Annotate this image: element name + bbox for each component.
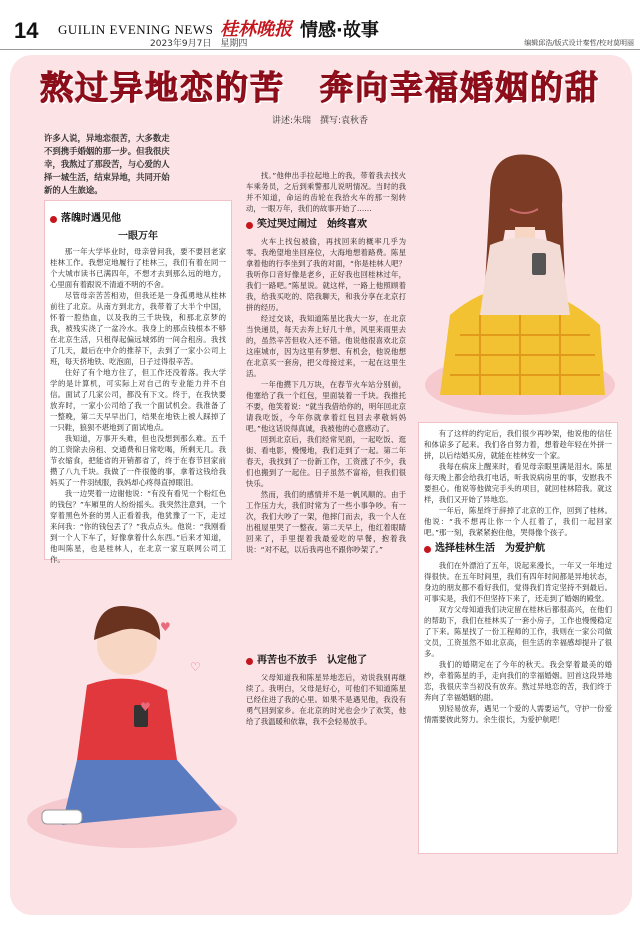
phone-icon [532,253,546,275]
paragraph: 双方父母知道我们决定留在桂林后都很高兴，在他们的帮助下，我们在桂林买了一套小房子，工作也慢慢稳定了下来。陈星找了一份工程师的工作，我则在一家公司做文员，工资虽然不如北京高，但生活的幸福感却提升了很多。 [424,605,612,658]
bullet-dot-icon [424,546,431,553]
paragraph: 尽管母亲苦苦相劝，但我还是一身孤勇地从桂林前往了北京。从南方到北方，我带着了大半个中国，怀着一腔热血，以及我的三千块钱，和那北京梦的我，被残实浇了一盆冷水。我身上的那点钱根本不够在北京生活，只租得起偏远城郊的一间合租房。我找了几天，最后在中介的推荐下，去到了一家小公司上班，每天挤地铁、吃泡面，日子过得很辛苦。 [50,291,226,366]
paragraph: 回到北京后，我们经常见面，一起吃饭、逛街、看电影，慢慢地，我们走到了一起。第二年春天，我找到了一份新工作，工资涨了不少，我们也搬到了一起住。日子虽然不富裕，但我们很快乐。 [246,435,406,488]
brand-logo: 桂林晚报 [220,19,292,40]
page-number: 14 [14,18,39,43]
column-1 [50,208,226,564]
paragraph: 一年他攒下几万块，在春节火车站分别前，他塞给了我一个红包，里面装着一千块。我推托不要，他笑着说：“就当我借给你的，明年回北京请我吃饭，今年你就拿着红包回去孝敬妈妈吧。”他这话说得真诚，我被他的心意感动了。 [246,380,406,433]
column-3 [424,428,612,848]
paragraph: 那一年大学毕业时，母亲曾问我，要不要回老家桂林工作。我想定地履行了桂林三，我们有着在同一个大城市读书已满四年，不想才去到那么远的地方，心里面有着跟说不清道不明的不舍。 [50,247,226,289]
woman-illustration [420,135,620,425]
headline: 熬过异地恋的苦 奔向幸福婚姻的甜 [40,68,600,107]
issue-date: 2023年9月7日 星期四 [150,39,248,49]
paragraph: 住好了有个地方住了，但工作还没着落。我大学学的是计算机，可实际上对自己的专业能力并不自信。面试了几家公司，都没有下文。终于，在我快要放弃时，一家小公司给了我一个面试机会。我准备了一整晚，第二天早早出门，结果在地铁上被人踩掉了一只鞋，狼狈不堪地到了面试地点。 [50,368,226,432]
heart-icon: ♥ [160,620,171,634]
bullet-dot-icon [246,222,253,229]
section-heading-1b: 一眼万年 [118,231,158,242]
paragraph: 找。”他伸出手拉起地上的我，带着我去找火车乘务员，之后到乘警那儿说明情况。当时的我并不知道，命运的齿轮在我拾火车的那一刻转动，一眼万年，我们的故事开始了…… [246,171,406,213]
paragraph: 一年后，陈星终于辞掉了北京的工作，回到了桂林。他说：“我不想再让你一个人扛着了，我们一起回家吧。”那一刻，我紧紧抱住他，哭得像个孩子。 [424,506,612,537]
paragraph: 我一边哭着一边谢他说：“有没有看见一个粉红色的钱包？”车厢里的人纷纷摇头。我突然注意到，一个穿着黑色外套的男人正看着我，他犹豫了一下，走过来问我：“你的钱包丢了？”我点点头。他说：“我刚看到一个人下车了，好像拿着什么东西。”后来才知道，他叫陈星，也是桂林人，在北京一家互联网公司工作。 [50,489,226,564]
section-heading-1: 落魄时遇见他 [50,212,226,226]
byline: 讲述:朱瑞 撰写:袁秋香 [271,116,369,126]
section-heading-3: 再苦也不放手 认定他了 [246,654,406,668]
paragraph: 我们的婚期定在了今年的秋天。我会穿着最美的婚纱，牵着陈星的手，走向我们的幸福婚姻。回首这段异地恋，我很庆幸当初没有放弃。熬过异地恋的苦，我们终于奔向了幸福婚姻的甜。 [424,660,612,702]
paragraph: 经过交谈，我知道陈星比我大一岁，在北京当快递员，每天去奔上好几十单，风里来雨里去的，虽然辛苦但收入还不错。他说他很喜欢北京这座城市，因为这里有梦想、有机会，他说他想在北京买一套房，把父母接过来，一起在这里生活。 [246,314,406,378]
paragraph: 父母知道我和陈星异地恋后，劝说我别再继续了。我明白，父母是好心，可他们不知道陈星已经住进了我的心里。如果不是遇见他，我没有勇气回到家乡。在北京的时光也会少了欢笑，他给了我温暖和依靠，我不会轻易放手。 [246,673,406,726]
editor-credits: 编辑邱浩/版式设计秦哲/校对莫明丽 [524,39,634,47]
red-shirt-shape [77,679,177,760]
heart-icon: ♡ [190,660,201,674]
section-heading-2: 笑过哭过闹过 始终喜欢 [246,218,406,232]
heart-icon: ♥ [140,700,151,714]
paragraph: 我每在病床上醒来时，看见母亲眼里满是泪水。陈星每天晚上都会给我打电话，听我说病房里的事，安慰我不要担心。他说等他做完手头的项目，就回桂林陪我。就这样，我们又开始了异地恋。 [424,462,612,504]
man-illustration [22,585,247,855]
section-label: 情感·故事 [300,20,379,41]
paragraph: 火车上找包被偷，再找回来的概率几乎为零。我绝望地坐回座位，大海地想着路费。陈星拿着他的行李坐到了我的对面，“你是桂林人吧？我听你口音好像是老乡，正好我也回桂林过年，我们一路吧。”陈星说。就这样，一路上他照顾着我，给我买吃的、陪我聊天，和我分享在北京打拼的经历。 [246,237,406,312]
paragraph: 然而，我们的感情并不是一帆风顺的。由于工作压力大，我们时常为了一些小事争吵。有一次，我们大吵了一架，他摔门而去，我一个人在出租屋里哭了一整夜。第二天早上，他红着眼睛回来了，手里提着我最爱吃的早餐，抱着我说：“对不起，以后我再也不跟你吵架了。” [246,490,406,554]
paragraph: 别轻易放弃，遇见一个爱的人需要运气，守护一份爱情需要彼此努力。余生很长，为爱护航吧！ [424,704,612,724]
paper-name: GUILIN EVENING NEWS [58,22,214,37]
bullet-dot-icon [246,658,253,665]
bullet-dot-icon [50,216,57,223]
masthead [0,0,640,50]
section-heading-4: 选择桂林生活 为爱护航 [424,542,612,556]
paragraph: 我知道，万事开头难，但也没想到那么难。五千的工资除去房租、交通费和日常吃喝，所剩无几。我节衣缩食，把能省的开销都省了，终于在春节回家前攒了八九千块。我做了一件很傻的事，拿着这钱给我妈买了一件羽绒服，我妈却心疼得直掉眼泪。 [50,434,226,487]
column-2-bottom [246,650,406,850]
paragraph: 我们在外漂泊了五年，说起来漫长，一年又一年地过得很快。在五年时间里，我们有四年时间都是异地状态，身边的朋友都不看好我们，觉得我们肯定坚持不到最后。可事实是，我们不但坚持下来了，还走到了婚姻的殿堂。 [424,561,612,603]
intro-text: 许多人说，异地恋很苦，大多数走不到携手婚姻的那一步。但我很庆幸，我熬过了那段苦，与心爱的人择一城生活，结束异地，共同开始新的人生旅途。 [44,133,170,195]
paragraph: 有了这样的约定后，我们很少再吵架，他说他的信任和体谅多了起来。我们各自努力着，想着趁年轻在外拼一拼，以后结婚买房，就能在桂林安一个家。 [424,429,612,460]
